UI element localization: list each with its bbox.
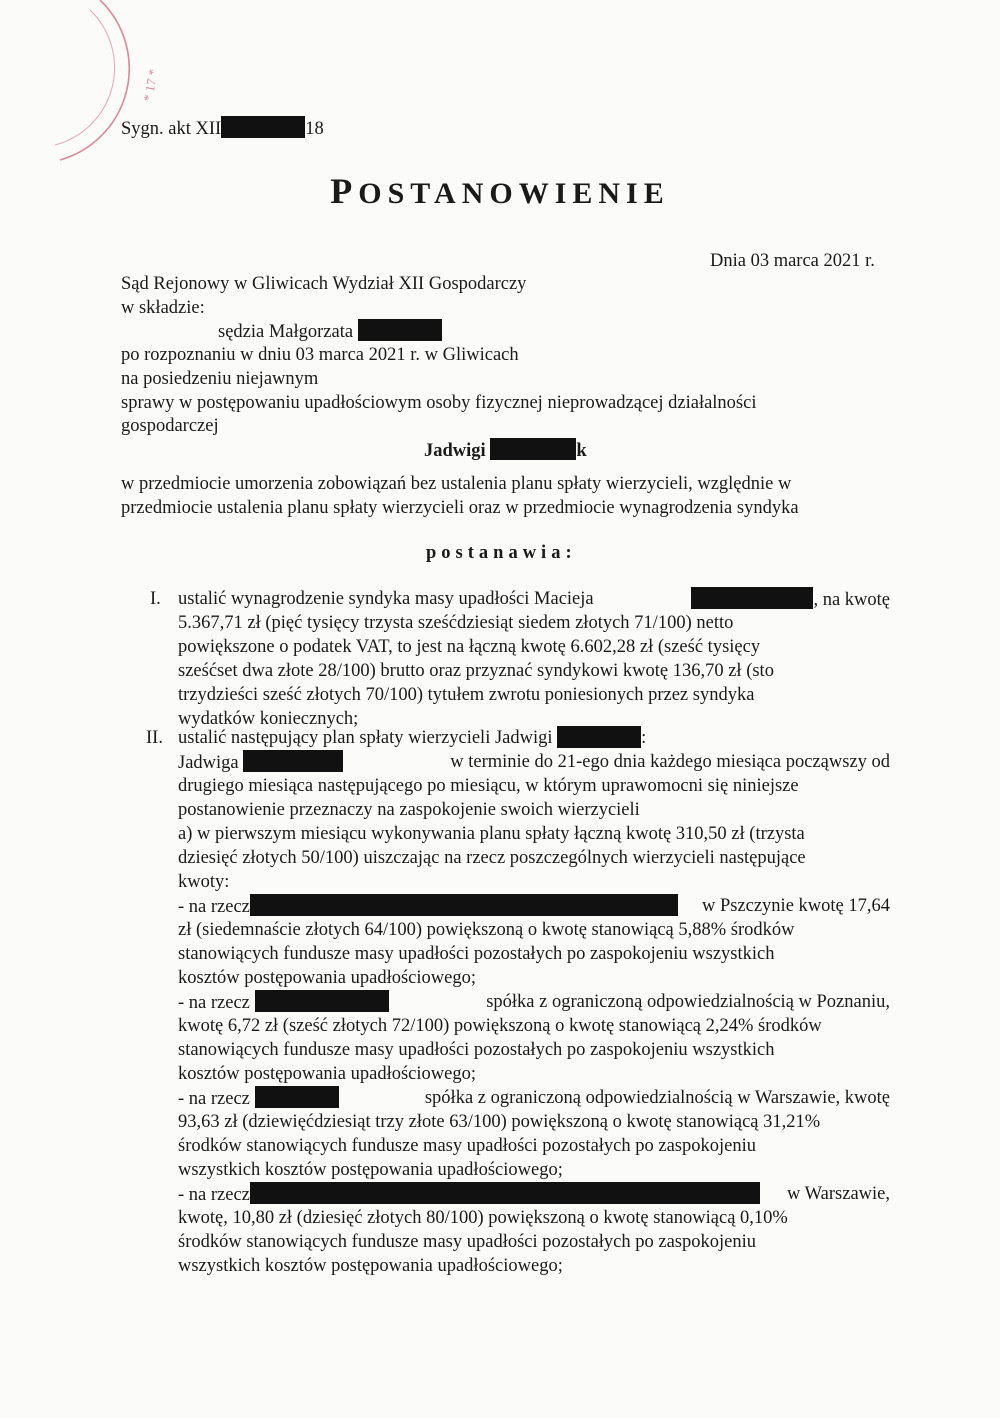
court-stamp (0, 0, 180, 170)
subject-line1: w przedmiocie umorzenia zobowiązań bez ustalenia planu spłaty wierzycieli, względnie w (121, 474, 792, 494)
text-fragment: trzydzieści sześć złotych 70/100) tytułem zwrotu poniesionych przez syndyka (178, 685, 755, 705)
redaction-box (255, 990, 389, 1012)
text-line (178, 1110, 890, 1134)
text-line (178, 635, 890, 659)
text-line (178, 1038, 890, 1062)
judge-name: sędzia Małgorzata (218, 322, 354, 342)
text-fragment: wydatków koniecznych; (178, 709, 359, 729)
text-line (178, 587, 890, 611)
text-line (178, 1230, 890, 1254)
debtor-suffix: k (576, 441, 587, 461)
document-title (0, 170, 1000, 212)
text-fragment: zł (siedemnaście złotych 64/100) powiększoną o kwotę stanowiącą 5,88% środków (178, 920, 795, 940)
case-signature-prefix: Sygn. akt XII (121, 119, 222, 139)
case-description-line1: sprawy w postępowaniu upadłościowym osoby fizycznej nieprowadzącej działalności (121, 393, 757, 413)
text-line (178, 683, 890, 707)
text-fragment: - na rzecz (178, 990, 389, 1014)
text-fragment: : (641, 728, 647, 748)
text-fragment: sześćset dwa złote 28/100) brutto oraz przyznać syndykowi kwotę 136,70 zł (sto (178, 661, 774, 681)
text-line (178, 1062, 890, 1086)
text-line (178, 1158, 890, 1182)
text-fragment: kwotę, 10,80 zł (dziesięć złotych 80/100) powiększoną o kwotę stanowiącą 0,10% (178, 1208, 788, 1228)
text-line (178, 966, 890, 990)
redaction-box (255, 1086, 339, 1108)
creditor-2 (178, 990, 890, 1014)
point-number-2: II. (146, 728, 163, 748)
creditor-3 (178, 1086, 890, 1110)
debtor-name: Jadwigi (424, 441, 486, 461)
text-fragment: postanowienie przeznaczy na zaspokojenie swoich wierzycieli (178, 800, 640, 820)
text-fragment: 5.367,71 zł (pięć tysięcy trzysta sześćdziesiąt siedem złotych 71/100) netto (178, 613, 734, 633)
redaction-box (490, 438, 576, 460)
text-fragment: stanowiących fundusze masy upadłości pozostałych po zaspokojeniu wszystkich (178, 1040, 775, 1060)
text-fragment: - na rzecz (178, 1086, 339, 1110)
text-fragment: spółka z ograniczoną odpowiedzialnością w Poznaniu, (486, 992, 890, 1012)
creditor-4 (178, 1182, 890, 1206)
text-fragment: kwoty: (178, 872, 230, 892)
case-signature (121, 116, 324, 141)
text-fragment: kosztów postępowania upadłościowego; (178, 1064, 476, 1084)
text-fragment: - na rzecz (178, 894, 678, 918)
text-line (178, 659, 890, 683)
text-line (178, 918, 890, 942)
text-fragment: drugiego miesiąca następującego po miesiącu, w którym uprawomocni się niniejsze (178, 776, 799, 796)
redaction-box (243, 750, 343, 772)
redaction-box (250, 1182, 760, 1204)
text-line (178, 611, 890, 635)
text-line (178, 846, 890, 870)
text-fragment: powiększone o podatek VAT, to jest na łączną kwotę 6.602,28 zł (sześć tysięcy (178, 637, 761, 657)
text-fragment: w Warszawie, (787, 1184, 890, 1204)
redaction-box (557, 726, 641, 748)
text-fragment: Jadwiga (178, 750, 343, 774)
text-line (178, 774, 890, 798)
text-fragment: w terminie do 21-ego dnia każdego miesiąca począwszy od (450, 752, 890, 772)
text-fragment: kwotę 6,72 zł (sześć złotych 72/100) powiększoną o kwotę stanowiącą 2,24% środków (178, 1016, 822, 1036)
stamp-text: * 17 * (140, 67, 161, 103)
text-line (178, 942, 890, 966)
decision-date: Dnia 03 marca 2021 r. (710, 251, 875, 271)
text-fragment: - na rzecz (178, 1182, 760, 1206)
text-fragment: dziesięć złotych 50/100) uiszczając na rzecz poszczególnych wierzycieli następujące (178, 848, 806, 868)
redaction-box (691, 587, 813, 609)
text-fragment: wszystkich kosztów postępowania upadłościowego; (178, 1160, 563, 1180)
title-rest: OSTANOWIENIE (358, 177, 670, 210)
text-fragment: , na kwotę (691, 587, 890, 611)
text-line (178, 1254, 890, 1278)
session-line: na posiedzeniu niejawnym (121, 369, 319, 389)
text-fragment: a) w pierwszym miesiącu wykonywania planu spłaty łączną kwotę 310,50 zł (trzysta (178, 824, 805, 844)
subject-line2: przedmiocie ustalenia planu spłaty wierzycieli oraz w przedmiocie wynagrodzenia syndyka (121, 498, 799, 518)
text-line (178, 1134, 890, 1158)
judge-line (218, 319, 442, 344)
text-line (178, 798, 890, 822)
text-fragment: kosztów postępowania upadłościowego; (178, 968, 476, 988)
text-fragment: środków stanowiących fundusze masy upadłości pozostałych po zaspokojeniu (178, 1136, 756, 1156)
title-initial: P (330, 171, 359, 211)
composition-label: w składzie: (121, 298, 205, 318)
redaction-box (221, 116, 305, 138)
examination-line: po rozpoznaniu w dniu 03 marca 2021 r. w Gliwicach (121, 345, 519, 365)
creditor-1 (178, 894, 890, 918)
point-1-text (178, 587, 890, 731)
text-line (178, 1014, 890, 1038)
text-fragment: w Pszczynie kwotę 17,64 (701, 896, 890, 916)
debtor-line (424, 438, 587, 463)
text-fragment: środków stanowiących fundusze masy upadłości pozostałych po zaspokojeniu (178, 1232, 756, 1252)
text-fragment: ustalić wynagrodzenie syndyka masy upadłości Macieja (178, 589, 594, 609)
text-fragment: 93,63 zł (dziewięćdziesiąt trzy złote 63/100) powiększoną o kwotę stanowiącą 31,21% (178, 1112, 821, 1132)
text-line (178, 750, 890, 774)
text-line (178, 726, 890, 750)
text-fragment: spółka z ograniczoną odpowiedzialnością w Warszawie, kwotę (424, 1088, 890, 1108)
redaction-box (250, 894, 678, 916)
text-line (178, 870, 890, 894)
point-number-1: I. (150, 589, 161, 609)
text-line (178, 822, 890, 846)
text-fragment: stanowiących fundusze masy upadłości pozostałych po zaspokojeniu wszystkich (178, 944, 775, 964)
redaction-box (358, 319, 442, 341)
case-description-line2: gospodarczej (121, 416, 219, 436)
court-name: Sąd Rejonowy w Gliwicach Wydział XII Gospodarczy (121, 274, 527, 294)
text-line (178, 1206, 890, 1230)
case-signature-suffix: 18 (305, 119, 324, 139)
decision-heading: postanawia: (426, 543, 577, 563)
point-2-text (178, 726, 890, 1278)
text-fragment: wszystkich kosztów postępowania upadłościowego; (178, 1256, 563, 1276)
text-fragment: ustalić następujący plan spłaty wierzycieli Jadwigi (178, 728, 553, 748)
